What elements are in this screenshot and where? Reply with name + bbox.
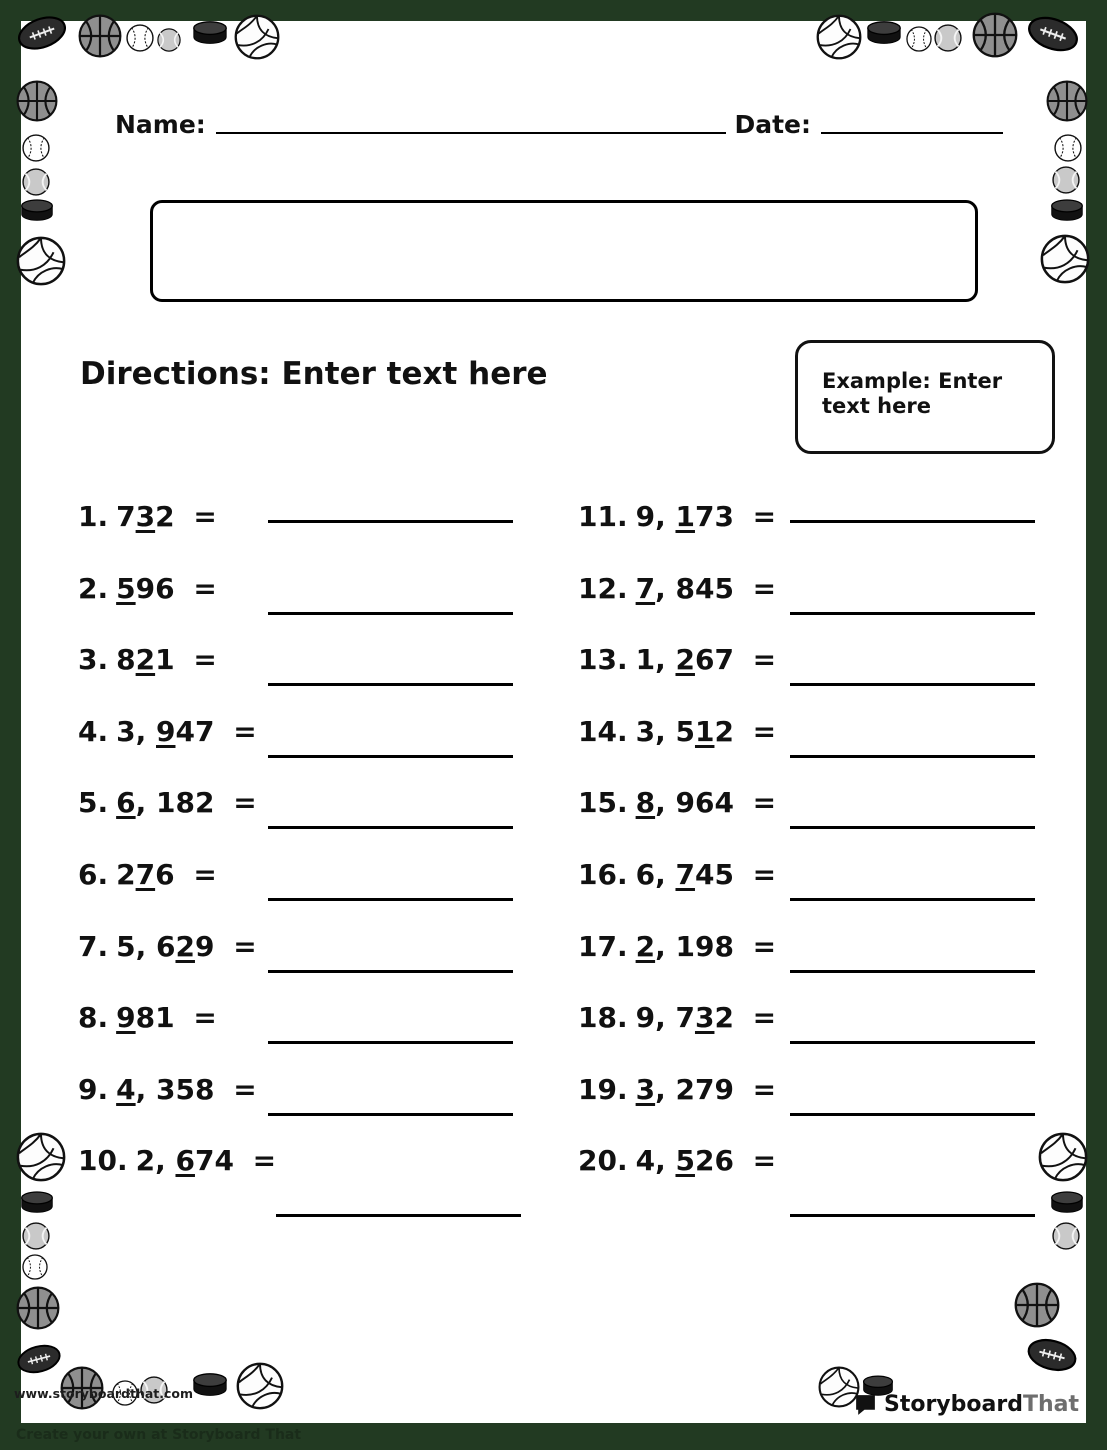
problem-text bbox=[578, 1140, 790, 1177]
problem-value-post: 26 bbox=[694, 1144, 734, 1178]
baseball-icon bbox=[22, 134, 50, 162]
answer-blank[interactable] bbox=[268, 826, 513, 829]
problem-value-pre: 7 bbox=[116, 500, 136, 533]
problem-row bbox=[578, 639, 1058, 711]
hockey-puck-icon bbox=[1050, 1190, 1084, 1216]
problem-underlined-digit: 7 bbox=[635, 571, 656, 605]
baseball-icon bbox=[1054, 134, 1082, 162]
equals-sign: = bbox=[223, 786, 257, 820]
problem-text bbox=[78, 854, 268, 891]
problem-number: 16. bbox=[578, 857, 628, 891]
problem-row bbox=[78, 639, 578, 711]
problem-value-pre: 8 bbox=[116, 643, 136, 677]
problems-grid bbox=[78, 496, 1058, 1212]
problem-value-post: 96 bbox=[135, 571, 175, 605]
volleyball-icon bbox=[1038, 1132, 1088, 1182]
problem-underlined-digit: 7 bbox=[135, 857, 156, 891]
equals-sign: = bbox=[223, 929, 257, 963]
directions-text[interactable]: Directions: Enter text here bbox=[80, 356, 548, 392]
volleyball-icon bbox=[816, 14, 862, 60]
answer-blank[interactable] bbox=[276, 1214, 521, 1217]
problem-text bbox=[78, 496, 268, 533]
answer-blank[interactable] bbox=[790, 755, 1035, 758]
baseball-icon bbox=[126, 24, 154, 52]
problem-number: 13. bbox=[578, 643, 628, 677]
problem-text bbox=[78, 568, 268, 605]
problem-row bbox=[78, 854, 578, 926]
name-date-row bbox=[115, 110, 1003, 139]
hockey-puck-icon bbox=[866, 20, 902, 47]
problem-row bbox=[78, 997, 578, 1069]
answer-blank[interactable] bbox=[268, 970, 513, 973]
problem-text bbox=[578, 639, 790, 676]
equals-sign: = bbox=[742, 1144, 777, 1178]
create-your-own-text: Create your own at Storyboard That bbox=[16, 1427, 302, 1443]
problem-row bbox=[78, 496, 578, 568]
basketball-icon bbox=[16, 1286, 60, 1330]
problem-text bbox=[578, 568, 790, 605]
answer-blank[interactable] bbox=[790, 826, 1035, 829]
problem-value-post: 2 bbox=[714, 714, 734, 748]
title-box[interactable] bbox=[150, 200, 978, 302]
problem-text bbox=[78, 997, 268, 1034]
problem-value-pre: 1, bbox=[635, 643, 676, 677]
problem-text bbox=[78, 1140, 276, 1177]
problem-value-post: , 182 bbox=[135, 786, 215, 820]
problem-value-pre: 3, bbox=[116, 714, 156, 748]
problem-value-post: , 964 bbox=[655, 786, 734, 820]
problem-row bbox=[78, 568, 578, 640]
equals-sign: = bbox=[742, 571, 777, 605]
problem-text bbox=[578, 854, 790, 891]
equals-sign: = bbox=[183, 643, 217, 677]
problem-row bbox=[578, 926, 1058, 998]
tennis-ball-icon bbox=[1052, 166, 1080, 194]
problem-number: 19. bbox=[578, 1072, 628, 1106]
problem-underlined-digit: 3 bbox=[694, 1001, 715, 1035]
problem-value-pre: 3, 5 bbox=[635, 714, 695, 748]
problem-underlined-digit: 2 bbox=[175, 929, 195, 963]
hockey-puck-icon bbox=[20, 198, 54, 224]
basketball-icon bbox=[16, 80, 58, 122]
problem-value-post: 81 bbox=[135, 1001, 175, 1035]
answer-blank[interactable] bbox=[790, 970, 1035, 973]
problem-row bbox=[78, 926, 578, 998]
problem-underlined-digit: 1 bbox=[675, 500, 695, 533]
problem-text bbox=[578, 711, 790, 748]
problem-text bbox=[578, 997, 790, 1034]
problem-number: 1. bbox=[78, 500, 109, 533]
problem-text bbox=[78, 639, 268, 676]
hockey-puck-icon bbox=[1050, 198, 1084, 224]
problems-column-right bbox=[578, 496, 1058, 1212]
problem-text bbox=[78, 711, 268, 748]
problem-row bbox=[78, 1069, 578, 1141]
equals-sign: = bbox=[742, 714, 777, 748]
problem-value-post: 2 bbox=[155, 500, 175, 533]
hockey-puck-icon bbox=[192, 1372, 228, 1399]
problem-value-pre: 6, bbox=[635, 857, 676, 891]
problem-value-pre: 2 bbox=[116, 857, 136, 891]
equals-sign: = bbox=[742, 643, 777, 677]
problem-underlined-digit: 4 bbox=[116, 1072, 136, 1106]
problem-row bbox=[578, 1140, 1058, 1212]
problem-underlined-digit: 2 bbox=[675, 643, 695, 677]
problem-underlined-digit: 5 bbox=[675, 1144, 695, 1178]
hockey-puck-icon bbox=[20, 1190, 54, 1216]
tennis-ball-icon bbox=[157, 28, 181, 52]
tennis-ball-icon bbox=[1052, 1222, 1080, 1250]
logo-text bbox=[884, 1392, 1079, 1417]
equals-sign: = bbox=[742, 1072, 777, 1106]
problem-value-post: 2 bbox=[714, 1001, 734, 1035]
problem-text bbox=[578, 1069, 790, 1106]
problem-number: 11. bbox=[578, 500, 628, 533]
problem-underlined-digit: 8 bbox=[635, 786, 656, 820]
problem-value-post: 1 bbox=[155, 643, 175, 677]
answer-blank[interactable] bbox=[268, 520, 513, 523]
volleyball-icon bbox=[16, 236, 66, 286]
basketball-icon bbox=[78, 14, 122, 58]
problem-number: 4. bbox=[78, 714, 109, 748]
basketball-icon bbox=[972, 12, 1018, 58]
problem-number: 18. bbox=[578, 1001, 628, 1035]
problem-value-post: 67 bbox=[694, 643, 734, 677]
equals-sign: = bbox=[223, 1072, 257, 1106]
problems-column-left bbox=[78, 496, 578, 1212]
tennis-ball-icon bbox=[22, 168, 50, 196]
date-label: Date: bbox=[734, 110, 811, 139]
basketball-icon bbox=[1014, 1282, 1060, 1328]
volleyball-icon bbox=[16, 1132, 66, 1182]
problem-underlined-digit: 3 bbox=[635, 1072, 656, 1106]
logo-that: That bbox=[1022, 1392, 1079, 1417]
problem-row bbox=[78, 782, 578, 854]
problem-value-post: , 845 bbox=[655, 571, 734, 605]
problem-underlined-digit: 1 bbox=[694, 714, 715, 748]
problem-row bbox=[578, 496, 1058, 568]
name-label: Name: bbox=[115, 110, 206, 139]
example-box[interactable]: Example: Enter text here bbox=[795, 340, 1055, 454]
problem-value-post: , 198 bbox=[655, 929, 734, 963]
problem-value-pre: 9, bbox=[635, 500, 676, 533]
problem-value-post: 74 bbox=[194, 1144, 234, 1178]
problem-value-post: 9 bbox=[194, 929, 215, 963]
problem-underlined-digit: 6 bbox=[116, 786, 136, 820]
answer-blank[interactable] bbox=[790, 520, 1035, 523]
problem-row bbox=[578, 568, 1058, 640]
problem-number: 2. bbox=[78, 571, 109, 605]
problem-underlined-digit: 3 bbox=[135, 500, 156, 533]
problem-row bbox=[78, 711, 578, 783]
problem-underlined-digit: 5 bbox=[116, 571, 136, 605]
volleyball-icon bbox=[1040, 234, 1090, 284]
date-blank-line[interactable] bbox=[821, 132, 1003, 134]
equals-sign: = bbox=[742, 1001, 777, 1035]
problem-value-post: 6 bbox=[155, 857, 175, 891]
tennis-ball-icon bbox=[934, 24, 962, 52]
volleyball-icon bbox=[236, 1362, 284, 1410]
problem-row bbox=[578, 1069, 1058, 1141]
baseball-icon bbox=[906, 26, 932, 52]
answer-blank[interactable] bbox=[268, 683, 513, 686]
problem-row bbox=[578, 711, 1058, 783]
problem-number: 6. bbox=[78, 857, 109, 891]
problem-value-pre: 4, bbox=[635, 1144, 676, 1178]
answer-blank[interactable] bbox=[790, 1041, 1035, 1044]
problem-value-post: , 279 bbox=[655, 1072, 734, 1106]
problem-number: 9. bbox=[78, 1072, 109, 1106]
tennis-ball-icon bbox=[22, 1222, 50, 1250]
problem-text bbox=[78, 782, 268, 819]
problem-row bbox=[78, 1140, 578, 1212]
problem-value-post: , 358 bbox=[135, 1072, 215, 1106]
equals-sign: = bbox=[183, 857, 217, 891]
problem-value-post: 73 bbox=[694, 500, 734, 533]
problem-row bbox=[578, 997, 1058, 1069]
problem-number: 5. bbox=[78, 786, 109, 820]
equals-sign: = bbox=[742, 786, 777, 820]
answer-blank[interactable] bbox=[790, 1214, 1035, 1217]
problem-value-pre: 2, bbox=[135, 1144, 176, 1178]
answer-blank[interactable] bbox=[268, 612, 513, 615]
equals-sign: = bbox=[242, 1144, 277, 1178]
problem-text bbox=[78, 926, 268, 963]
answer-blank[interactable] bbox=[790, 683, 1035, 686]
answer-blank[interactable] bbox=[790, 1113, 1035, 1116]
basketball-icon bbox=[1046, 80, 1088, 122]
problem-value-post: 45 bbox=[694, 857, 734, 891]
problem-number: 12. bbox=[578, 571, 628, 605]
storyboardthat-logo bbox=[853, 1392, 1079, 1417]
problem-underlined-digit: 2 bbox=[635, 929, 656, 963]
problem-value-pre: 5, 6 bbox=[116, 929, 176, 963]
problem-row bbox=[578, 854, 1058, 926]
problem-number: 14. bbox=[578, 714, 628, 748]
answer-blank[interactable] bbox=[790, 612, 1035, 615]
answer-blank[interactable] bbox=[268, 1041, 513, 1044]
equals-sign: = bbox=[742, 857, 777, 891]
problem-number: 20. bbox=[578, 1144, 628, 1178]
speech-bubble-icon bbox=[853, 1392, 878, 1417]
problem-number: 8. bbox=[78, 1001, 109, 1035]
logo-storyboard: Storyboard bbox=[883, 1392, 1023, 1417]
problem-value-post: 47 bbox=[175, 714, 215, 748]
website-url: www.storyboardthat.com bbox=[14, 1386, 194, 1401]
answer-blank[interactable] bbox=[268, 755, 513, 758]
problem-text bbox=[578, 496, 790, 533]
problem-text bbox=[578, 782, 790, 819]
answer-blank[interactable] bbox=[268, 1113, 513, 1116]
equals-sign: = bbox=[183, 571, 217, 605]
equals-sign: = bbox=[742, 929, 777, 963]
problem-number: 3. bbox=[78, 643, 109, 677]
equals-sign: = bbox=[223, 714, 257, 748]
problem-number: 17. bbox=[578, 929, 628, 963]
hockey-puck-icon bbox=[192, 20, 228, 47]
problem-text bbox=[578, 926, 790, 963]
problem-underlined-digit: 2 bbox=[135, 643, 156, 677]
baseball-icon bbox=[22, 1254, 48, 1280]
problem-number: 10. bbox=[78, 1144, 128, 1178]
name-blank-line[interactable] bbox=[216, 132, 727, 134]
problem-underlined-digit: 9 bbox=[116, 1001, 136, 1035]
answer-blank[interactable] bbox=[790, 898, 1035, 901]
problem-number: 15. bbox=[578, 786, 628, 820]
problem-underlined-digit: 9 bbox=[156, 714, 176, 748]
answer-blank[interactable] bbox=[268, 898, 513, 901]
problem-number: 7. bbox=[78, 929, 109, 963]
problem-underlined-digit: 6 bbox=[175, 1144, 195, 1178]
equals-sign: = bbox=[742, 500, 777, 533]
equals-sign: = bbox=[183, 1001, 217, 1035]
problem-value-pre: 9, 7 bbox=[635, 1001, 695, 1035]
problem-row bbox=[578, 782, 1058, 854]
equals-sign: = bbox=[183, 500, 217, 533]
problem-underlined-digit: 7 bbox=[675, 857, 695, 891]
problem-text bbox=[78, 1069, 268, 1106]
volleyball-icon bbox=[234, 14, 280, 60]
